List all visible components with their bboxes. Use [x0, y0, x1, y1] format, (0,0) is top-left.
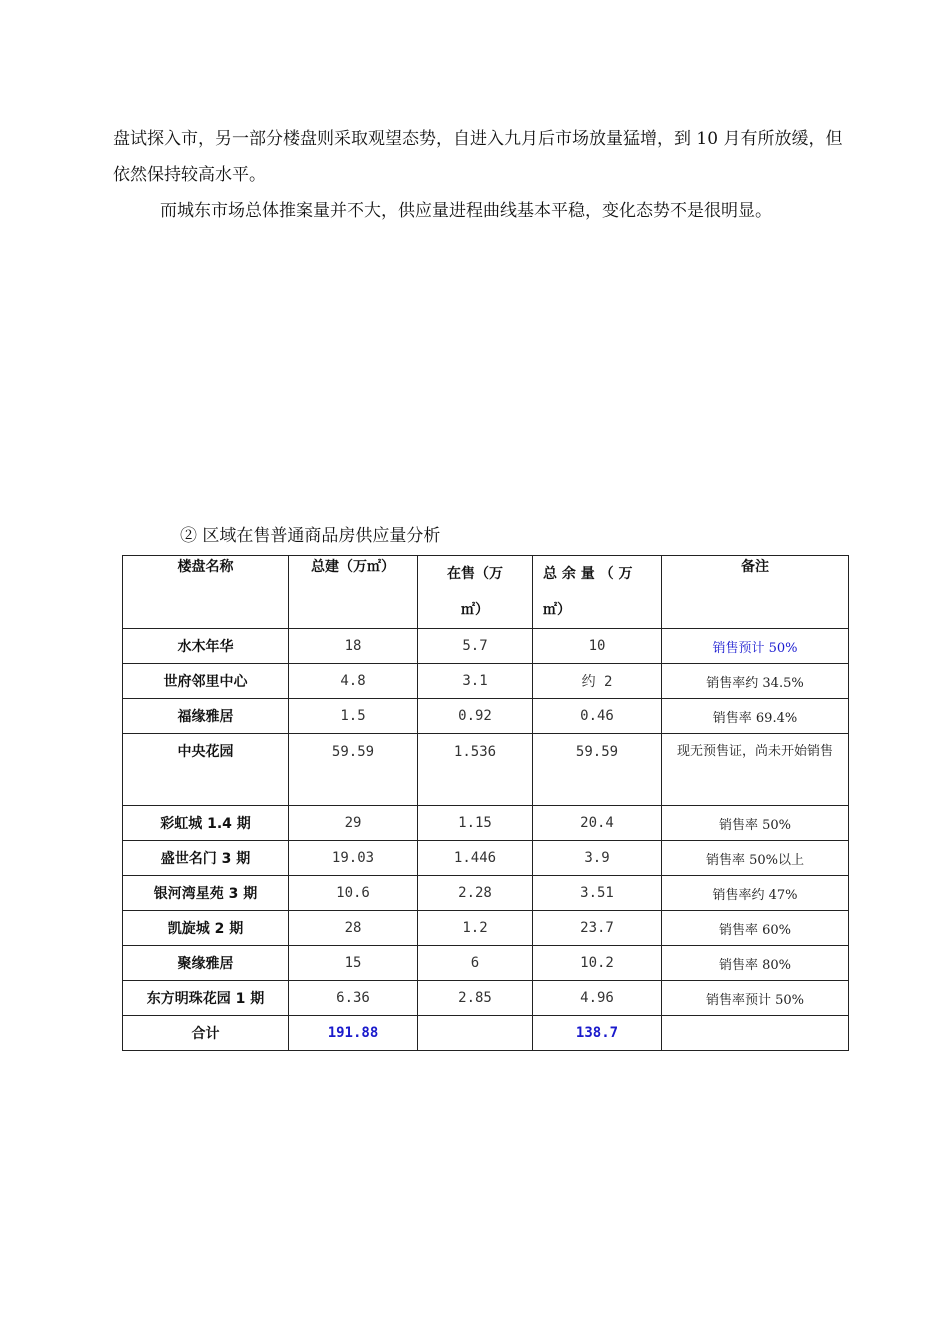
cell-name: 凯旋城 2 期 [123, 911, 289, 946]
cell-total: 18 [289, 629, 418, 664]
table-row [123, 981, 849, 1016]
cell-total: 15 [289, 946, 418, 981]
cell-sum-remaining: 138.7 [533, 1016, 662, 1051]
cell-total: 1.5 [289, 699, 418, 734]
cell-total-label: 合计 [123, 1016, 289, 1051]
cell-note: 现无预售证，尚未开始销售 [662, 734, 849, 806]
cell-note: 销售率 50%以上 [662, 841, 849, 876]
cell-name: 盛世名门 3 期 [123, 841, 289, 876]
cell-name: 世府邻里中心 [123, 664, 289, 699]
table-row [123, 664, 849, 699]
cell-total: 6.36 [289, 981, 418, 1016]
header-on-sale [418, 556, 533, 629]
cell-on-sale: 5.7 [418, 629, 533, 664]
cell-remaining: 10 [533, 629, 662, 664]
cell-remaining: 59.59 [533, 734, 662, 806]
cell-remaining: 20.4 [533, 806, 662, 841]
supply-table [122, 555, 849, 1051]
header-name: 楼盘名称 [123, 556, 289, 629]
cell-total: 4.8 [289, 664, 418, 699]
table-row [123, 911, 849, 946]
table-row [123, 841, 849, 876]
cell-on-sale: 2.28 [418, 876, 533, 911]
cell-remaining: 0.46 [533, 699, 662, 734]
cell-name: 聚缘雅居 [123, 946, 289, 981]
cell-sum-total: 191.88 [289, 1016, 418, 1051]
cell-remaining: 3.51 [533, 876, 662, 911]
cell-note: 销售率预计 50% [662, 981, 849, 1016]
header-on-sale-line1: 在售（万 [447, 566, 503, 582]
table-header-row [123, 556, 849, 629]
cell-note: 销售率 80% [662, 946, 849, 981]
cell-name: 中央花园 [123, 734, 289, 806]
table-row [123, 734, 849, 806]
table-total-row [123, 1016, 849, 1051]
table-row [123, 806, 849, 841]
cell-note: 销售率 69.4% [662, 699, 849, 734]
cell-on-sale: 1.446 [418, 841, 533, 876]
header-remaining [533, 556, 662, 629]
cell-name: 水木年华 [123, 629, 289, 664]
header-remaining-line1: 总 余 量 （ 万 [543, 566, 633, 582]
cell-name: 福缘雅居 [123, 699, 289, 734]
table-row [123, 629, 849, 664]
cell-on-sale: 3.1 [418, 664, 533, 699]
cell-sum-on-sale [418, 1016, 533, 1051]
header-total: 总建（万㎡） [289, 556, 418, 629]
cell-on-sale: 2.85 [418, 981, 533, 1016]
table-row [123, 699, 849, 734]
cell-sum-note [662, 1016, 849, 1051]
cell-on-sale: 6 [418, 946, 533, 981]
cell-remaining: 3.9 [533, 841, 662, 876]
cell-note: 销售率约 47% [662, 876, 849, 911]
cell-remaining: 约 2 [533, 664, 662, 699]
cell-on-sale: 1.15 [418, 806, 533, 841]
cell-on-sale: 1.2 [418, 911, 533, 946]
cell-name: 彩虹城 1.4 期 [123, 806, 289, 841]
cell-remaining: 23.7 [533, 911, 662, 946]
cell-total: 28 [289, 911, 418, 946]
cell-total: 19.03 [289, 841, 418, 876]
cell-remaining: 10.2 [533, 946, 662, 981]
cell-note: 销售率 60% [662, 911, 849, 946]
cell-name: 东方明珠花园 1 期 [123, 981, 289, 1016]
cell-note: 销售率 50% [662, 806, 849, 841]
table-caption: ② 区域在售普通商品房供应量分析 [180, 526, 441, 546]
cell-on-sale: 0.92 [418, 699, 533, 734]
header-remaining-line2: ㎡） [543, 602, 571, 618]
cell-name: 银河湾星苑 3 期 [123, 876, 289, 911]
header-note: 备注 [662, 556, 849, 629]
cell-total: 10.6 [289, 876, 418, 911]
cell-total: 59.59 [289, 734, 418, 806]
body-paragraph-1: 盘试探入市，另一部分楼盘则采取观望态势，自进入九月后市场放量猛增，到 10 月有所放缓，但依然保持较高水平。 [113, 129, 843, 185]
cell-remaining: 4.96 [533, 981, 662, 1016]
header-on-sale-line2: ㎡） [461, 602, 489, 618]
cell-total: 29 [289, 806, 418, 841]
body-paragraph-2: 而城东市场总体推案量并不大，供应量进程曲线基本平稳，变化态势不是很明显。 [160, 201, 772, 221]
table-row [123, 946, 849, 981]
cell-on-sale: 1.536 [418, 734, 533, 806]
cell-note: 销售率约 34.5% [662, 664, 849, 699]
table-row [123, 876, 849, 911]
cell-note: 销售预计 50% [662, 629, 849, 664]
